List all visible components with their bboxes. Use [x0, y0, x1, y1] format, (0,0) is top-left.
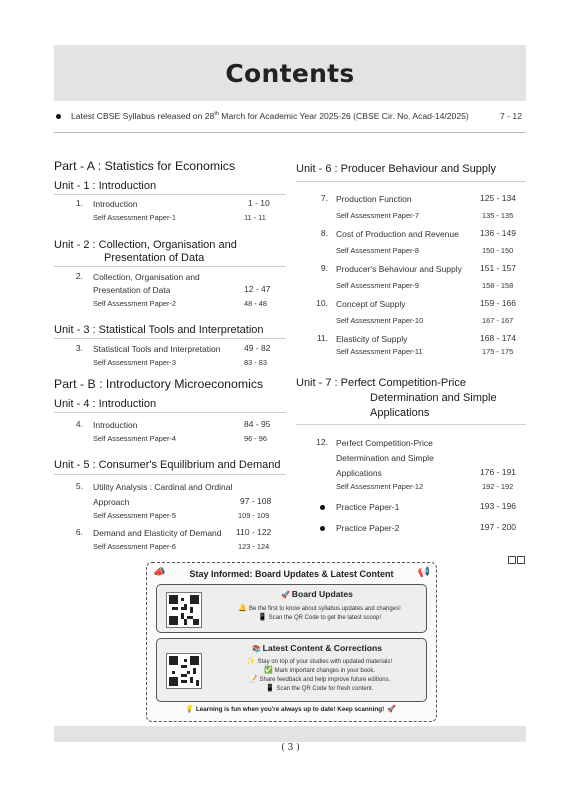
qr-code-icon[interactable]: [166, 653, 202, 689]
stay-informed-box: [146, 562, 437, 722]
item-number: 12.: [316, 437, 328, 447]
item-pages: 135 - 135: [482, 211, 514, 220]
latest-content-line: 📱 Scan the QR Code for fresh content.: [265, 685, 374, 692]
latest-content-panel: [156, 638, 427, 702]
item-pages: 159 - 166: [480, 298, 516, 308]
infobox-footer: 💡 Learning is fun when you're always up to date! Keep scanning! 🚀: [185, 706, 396, 713]
item-pages: 96 - 96: [244, 434, 268, 443]
board-updates-title: 🚀 Board Updates: [281, 589, 353, 599]
item-pages: 110 - 122: [236, 527, 272, 537]
latest-content-title: 📚 Latest Content & Corrections: [251, 643, 383, 653]
toc-item-sap-9[interactable]: Self Assessment Paper-9: [336, 281, 419, 290]
pencil-icon: 📝: [248, 676, 258, 683]
item-number: 9.: [320, 263, 328, 273]
megaphone-icon: 📢: [417, 567, 430, 578]
rocket-icon: 🚀: [281, 592, 290, 599]
item-pages: 1 - 10: [248, 198, 270, 208]
divider: [54, 132, 526, 133]
syllabus-pages: 7 - 12: [500, 111, 522, 121]
part-a-title: Part - A : Statistics for Economics: [54, 159, 236, 173]
board-updates-line: 📱 Scan the QR Code to get the latest scoop!: [257, 614, 382, 621]
toc-item-sap-8[interactable]: Self Assessment Paper-8: [336, 246, 419, 255]
toc-item-cost-of-production[interactable]: Cost of Production and Revenue: [336, 229, 459, 239]
phone-icon: 📱: [257, 614, 267, 621]
book-icon: 📚: [251, 646, 261, 653]
item-pages: 136 - 149: [480, 228, 516, 238]
toc-item-perfect-competition[interactable]: Perfect Competition-Price: [336, 438, 433, 448]
contents-header: [54, 45, 526, 101]
footer-band: [54, 726, 526, 742]
item-pages: 48 - 48: [244, 299, 268, 308]
unit-3-title: Unit - 3 : Statistical Tools and Interpretation: [54, 324, 264, 336]
unit-7-title-cont: Applications: [370, 407, 430, 419]
divider: [54, 266, 286, 267]
item-pages: 12 - 47: [244, 284, 271, 294]
toc-item-collection-cont[interactable]: Presentation of Data: [93, 285, 171, 295]
part-b-title: Part - B : Introductory Microeconomics: [54, 377, 264, 391]
lightbulb-icon: 💡: [185, 706, 194, 713]
toc-item-sap-3[interactable]: Self Assessment Paper-3: [93, 358, 176, 367]
toc-item-practice-paper-1[interactable]: Practice Paper-1: [336, 502, 400, 512]
toc-item-elasticity-of-supply[interactable]: Elasticity of Supply: [336, 334, 408, 344]
toc-item-demand-elasticity[interactable]: Demand and Elasticity of Demand: [93, 528, 222, 538]
unit-6-title: Unit - 6 : Producer Behaviour and Supply: [296, 163, 496, 175]
toc-item-statistical-tools[interactable]: Statistical Tools and Interpretation: [93, 344, 221, 354]
board-updates-panel: [156, 584, 427, 633]
end-marker-icon: [508, 556, 525, 564]
item-number: 7.: [320, 193, 328, 203]
bell-icon: 🔔: [238, 605, 247, 612]
page-number: ( 3 ): [281, 743, 300, 753]
divider: [296, 424, 526, 425]
toc-item-perfect-competition-cont[interactable]: Applications: [336, 468, 382, 478]
syllabus-label: Latest CBSE Syllabus released on 28th March for Academic Year 2025-26 (CBSE Cir. No. Acad-14/2025): [71, 111, 469, 121]
item-number: 1.: [75, 198, 83, 208]
item-pages: 158 - 158: [482, 281, 514, 290]
page-title: Contents: [225, 58, 355, 88]
megaphone-icon: 📣: [153, 567, 166, 578]
unit-7-title: Unit - 7 : Perfect Competition-Price: [296, 377, 466, 389]
bullet-icon: [320, 526, 325, 531]
latest-content-line: ✨ Stay on top of your studies with updated materials!: [246, 658, 393, 665]
item-pages: 97 - 108: [240, 496, 272, 506]
infobox-title: Stay Informed: Board Updates & Latest Content: [189, 569, 394, 579]
item-number: 11.: [316, 333, 328, 343]
item-number: 6.: [75, 527, 83, 537]
toc-item-sap-6[interactable]: Self Assessment Paper-6: [93, 542, 176, 551]
item-number: 3.: [75, 343, 83, 353]
toc-item-sap-7[interactable]: Self Assessment Paper-7: [336, 211, 419, 220]
toc-item-perfect-competition-cont[interactable]: Determination and Simple: [336, 453, 434, 463]
item-pages: 151 - 157: [480, 263, 516, 273]
divider: [54, 412, 286, 413]
toc-item-sap-1[interactable]: Self Assessment Paper-1: [93, 213, 176, 222]
toc-item-practice-paper-2[interactable]: Practice Paper-2: [336, 523, 400, 533]
bullet-icon: [320, 505, 325, 510]
item-number: 2.: [75, 271, 83, 281]
toc-item-sap-10[interactable]: Self Assessment Paper-10: [336, 316, 424, 325]
item-number: 4.: [75, 419, 83, 429]
unit-2-title: Unit - 2 : Collection, Organisation and: [54, 239, 237, 251]
item-pages: 168 - 174: [480, 333, 516, 343]
toc-item-sap-11[interactable]: Self Assessment Paper-11: [336, 347, 423, 356]
item-pages: 197 - 200: [480, 522, 516, 532]
item-pages: 192 - 192: [482, 482, 514, 491]
bullet-icon: [56, 114, 61, 119]
item-pages: 49 - 82: [244, 343, 271, 353]
syllabus-entry[interactable]: [54, 109, 526, 127]
item-number: 10.: [316, 298, 328, 308]
item-pages: 123 - 124: [238, 542, 270, 551]
item-number: 8.: [320, 228, 328, 238]
toc-item-utility-analysis-cont[interactable]: Approach: [93, 497, 130, 507]
item-pages: 84 - 95: [244, 419, 271, 429]
unit-7-title-cont: Determination and Simple: [370, 392, 497, 404]
unit-4-title: Unit - 4 : Introduction: [54, 398, 157, 410]
item-pages: 11 - 11: [244, 213, 266, 222]
divider: [54, 474, 286, 475]
check-icon: ✅: [263, 667, 273, 674]
toc-item-sap-4[interactable]: Self Assessment Paper-4: [93, 434, 176, 443]
toc-item-sap-5[interactable]: Self Assessment Paper-5: [93, 511, 176, 520]
phone-icon: 📱: [265, 685, 275, 692]
latest-content-line: 📝 Share feedback and help improve future editions.: [248, 676, 391, 683]
toc-item-introduction[interactable]: Introduction: [93, 199, 138, 209]
item-pages: 125 - 134: [480, 193, 516, 203]
item-pages: 150 - 150: [482, 246, 514, 255]
toc-item-concept-of-supply[interactable]: Concept of Supply: [336, 299, 406, 309]
divider: [296, 181, 526, 182]
board-updates-line: 🔔 Be the first to know about syllabus updates and changes!: [238, 605, 401, 612]
item-pages: 176 - 191: [480, 467, 516, 477]
unit-2-title-cont: Presentation of Data: [104, 252, 205, 264]
toc-item-utility-analysis[interactable]: Utility Analysis : Cardinal and Ordinal: [93, 482, 233, 492]
unit-1-title: Unit - 1 : Introduction: [54, 180, 157, 192]
rocket-icon: 🚀: [387, 706, 396, 713]
toc-item-production-function[interactable]: Production Function: [336, 194, 412, 204]
item-pages: 167 - 167: [482, 316, 514, 325]
divider: [54, 338, 286, 339]
item-number: 5.: [75, 481, 83, 491]
toc-item-sap-2[interactable]: Self Assessment Paper-2: [93, 299, 176, 308]
item-pages: 109 - 109: [238, 511, 270, 520]
toc-item-sap-12[interactable]: Self Assessment Paper-12: [336, 482, 424, 491]
unit-5-title: Unit - 5 : Consumer's Equilibrium and Demand: [54, 459, 281, 471]
item-pages: 175 - 175: [482, 347, 514, 356]
qr-code-icon[interactable]: [166, 592, 202, 628]
toc-item-introduction-micro[interactable]: Introduction: [93, 420, 138, 430]
sparkle-icon: ✨: [246, 658, 256, 665]
item-pages: 193 - 196: [480, 501, 516, 511]
item-pages: 83 - 83: [244, 358, 268, 367]
latest-content-line: ✅ Mark important changes in your book.: [263, 667, 376, 674]
toc-item-collection[interactable]: Collection, Organisation and: [93, 272, 200, 282]
toc-item-producers-behaviour[interactable]: Producer's Behaviour and Supply: [336, 264, 462, 274]
divider: [54, 194, 286, 195]
